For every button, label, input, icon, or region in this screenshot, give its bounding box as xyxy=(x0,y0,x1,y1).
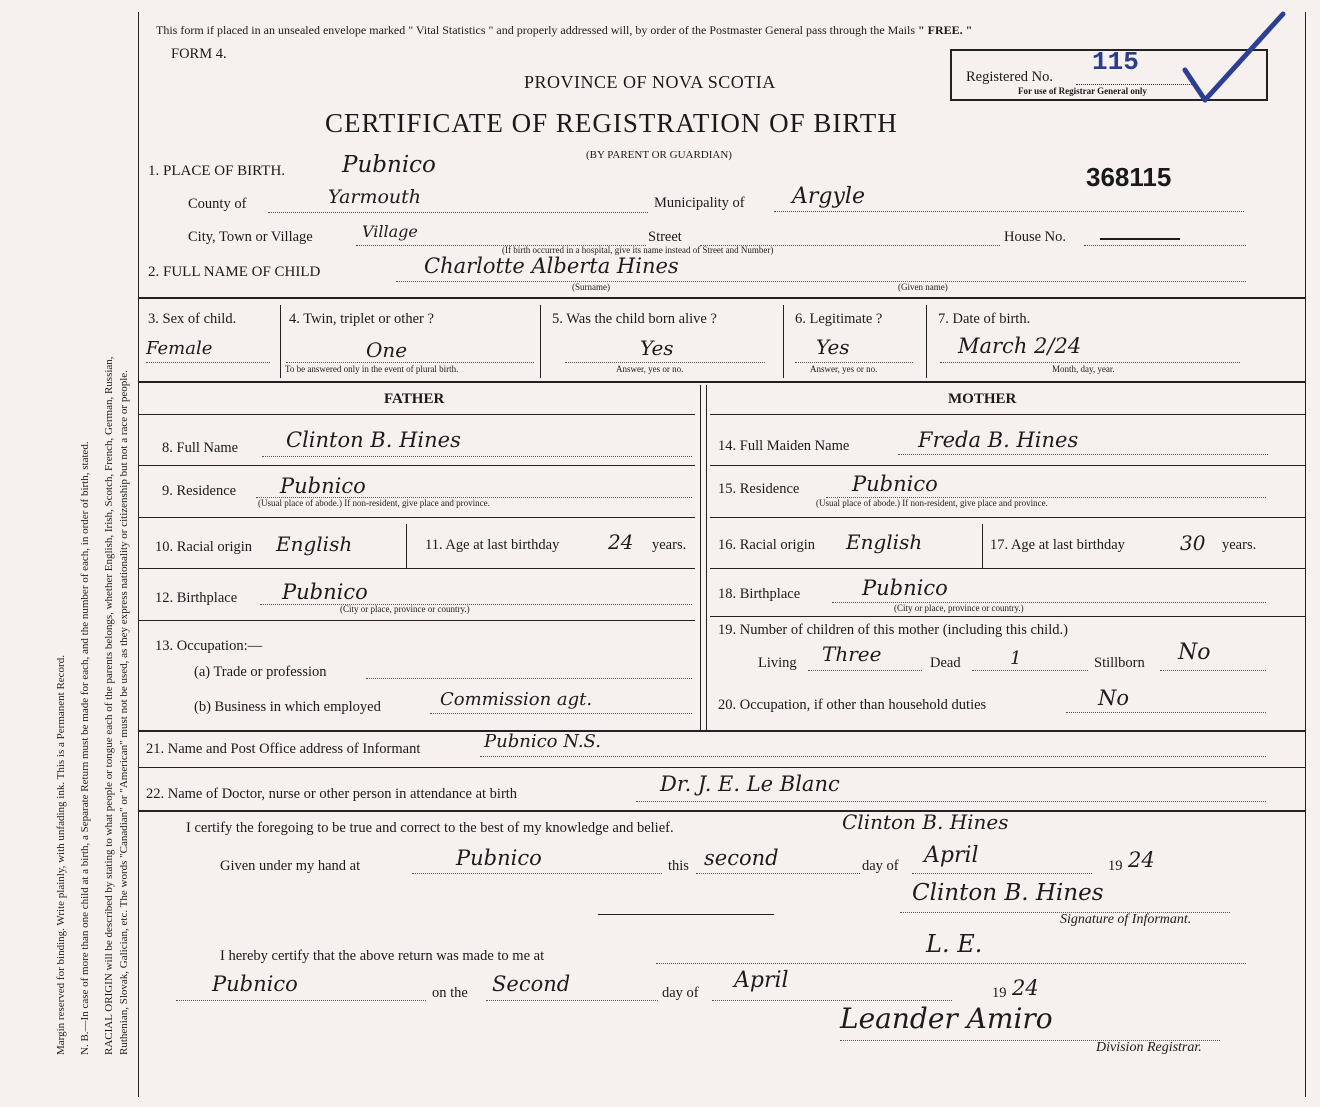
father-name-value: Clinton B. Hines xyxy=(286,428,461,452)
father-residence-rule xyxy=(139,517,695,518)
twin-label: 4. Twin, triplet or other ? xyxy=(289,311,434,327)
father-business-label: (b) Business in which employed xyxy=(194,699,381,715)
given-name-note: (Given name) xyxy=(898,282,948,292)
father-race-rule xyxy=(139,568,695,569)
margin-note-racial-origin: RACIAL ORIGIN will be described by stating to what people or tongue each of the parents belongs, whether English, Irish, Scotch, French, German, Russian, xyxy=(103,356,115,1055)
father-age-label: 11. Age at last birthday xyxy=(425,537,560,553)
place-of-birth-label: 1. PLACE OF BIRTH. xyxy=(148,163,286,179)
informant-signature-label: Signature of Informant. xyxy=(1060,912,1192,927)
child-name-line xyxy=(396,281,1246,282)
mother-heading-rule xyxy=(710,414,1306,415)
given-month-value: April xyxy=(924,843,979,868)
mother-race-divider xyxy=(982,524,983,568)
mother-dead-value: 1 xyxy=(1010,648,1022,669)
twin-value: One xyxy=(366,338,408,362)
doctor-value: Dr. J. E. Le Blanc xyxy=(660,772,840,796)
mother-name-label: 14. Full Maiden Name xyxy=(718,438,850,454)
parents-divider-a xyxy=(700,385,701,732)
mother-race-value: English xyxy=(846,530,923,554)
margin-note-canadian: Ruthenian, Slovak, Galician, etc. The words "Canadian" or "American" must not be used, as they express nationality or citizenship but not a race or people. xyxy=(118,370,130,1055)
father-occupation-label: 13. Occupation:— xyxy=(155,638,263,654)
sex-label: 3. Sex of child. xyxy=(148,311,237,327)
child-name-value: Charlotte Alberta Hines xyxy=(424,254,679,278)
street-label: Street xyxy=(648,229,682,245)
registrar-month-value: April xyxy=(734,968,789,993)
rule-row-bottom xyxy=(139,381,1306,383)
doctor-label: 22. Name of Doctor, nurse or other person in attendance at birth xyxy=(146,786,518,802)
certificate-number: 368115 xyxy=(1086,162,1172,192)
rule-parents-bottom xyxy=(139,730,1306,732)
mother-stillborn-line xyxy=(1160,670,1266,671)
legitimate-line xyxy=(795,362,913,363)
house-label: House No. xyxy=(1004,229,1067,245)
father-name-label: 8. Full Name xyxy=(162,440,239,456)
city-value: Village xyxy=(362,222,418,241)
surname-note: (Surname) xyxy=(572,282,610,292)
registrar-initials: L. E. xyxy=(926,930,983,958)
informant-label: 21. Name and Post Office address of Informant xyxy=(146,741,421,757)
registered-label: Registered No. xyxy=(966,69,1053,85)
father-business-line xyxy=(430,713,692,714)
father-heading-rule xyxy=(139,414,695,415)
county-value: Yarmouth xyxy=(328,186,422,208)
mother-living-line xyxy=(808,670,922,671)
legitimate-note: Answer, yes or no. xyxy=(810,364,878,374)
legitimate-label: 6. Legitimate ? xyxy=(795,311,883,327)
given-dayof-label: day of xyxy=(862,858,899,874)
father-residence-label: 9. Residence xyxy=(162,483,237,499)
registrar-signature: Leander Amiro xyxy=(840,1002,1053,1035)
mother-dead-label: Dead xyxy=(930,655,961,671)
mother-name-value: Freda B. Hines xyxy=(918,428,1079,452)
given-label: Given under my hand at xyxy=(220,858,361,874)
divider-4 xyxy=(926,305,927,378)
father-race-label: 10. Racial origin xyxy=(155,539,253,555)
registrar-place-value: Pubnico xyxy=(212,972,298,996)
dob-line xyxy=(940,362,1240,363)
checkmark-icon xyxy=(1175,8,1295,108)
father-birthplace-note: (City or place, province or country.) xyxy=(340,604,470,614)
father-birthplace-label: 12. Birthplace xyxy=(155,590,238,606)
municipality-value: Argyle xyxy=(792,184,865,209)
twin-line xyxy=(286,362,534,363)
margin-note-binding: Margin reserved for binding. Write plainly, with unfading ink. This is a Permanent Record. xyxy=(55,655,67,1055)
father-race-divider xyxy=(406,524,407,568)
informant-line xyxy=(480,756,1266,757)
alive-line xyxy=(565,362,765,363)
registrar-text: I hereby certify that the above return was made to me at xyxy=(220,948,545,964)
mother-residence-value: Pubnico xyxy=(852,472,938,496)
given-year-value: 24 xyxy=(1128,848,1155,872)
registrar-day-line xyxy=(486,1000,658,1001)
father-residence-note: (Usual place of abode.) If non-resident, give place and province. xyxy=(258,498,490,508)
registrar-day-value: Second xyxy=(492,972,571,996)
given-place-value: Pubnico xyxy=(456,846,542,870)
dob-label: 7. Date of birth. xyxy=(938,311,1031,327)
certificate-subtitle: (BY PARENT OR GUARDIAN) xyxy=(586,149,732,161)
given-day-line xyxy=(696,873,860,874)
mother-living-label: Living xyxy=(758,655,797,671)
street-note: (If birth occurred in a hospital, give its name instead of Street and Number) xyxy=(502,245,774,255)
county-label: County of xyxy=(188,196,247,212)
house-line xyxy=(1084,245,1246,246)
legitimate-value: Yes xyxy=(816,335,850,359)
mother-birthplace-value: Pubnico xyxy=(862,576,948,600)
registrar-at-line xyxy=(656,963,1246,964)
informant-signature: Clinton B. Hines xyxy=(912,880,1104,906)
father-heading: FATHER xyxy=(384,391,445,407)
mother-occupation-line xyxy=(1066,712,1266,713)
father-residence-value: Pubnico xyxy=(280,474,366,498)
postal-note xyxy=(156,23,972,38)
registered-value: 115 xyxy=(1092,47,1139,77)
mother-residence-note: (Usual place of abode.) If non-resident, give place and province. xyxy=(816,498,1048,508)
registrar-year-value: 24 xyxy=(1012,976,1039,1000)
divider-2 xyxy=(540,305,541,378)
divider-3 xyxy=(783,305,784,378)
registrar-month-line xyxy=(712,1000,952,1001)
certificate-title: CERTIFICATE OF REGISTRATION OF BIRTH xyxy=(325,108,898,138)
given-this-label: this xyxy=(668,858,689,874)
house-dash xyxy=(1100,238,1180,240)
mother-name-line xyxy=(898,454,1268,455)
mother-birthplace-note: (City or place, province or country.) xyxy=(894,603,1024,613)
short-divider xyxy=(598,914,774,915)
father-race-value: English xyxy=(276,532,353,556)
mother-dead-line xyxy=(972,670,1088,671)
postal-free: " FREE. " xyxy=(918,23,973,37)
divider-1 xyxy=(280,305,281,378)
father-business-value: Commission agt. xyxy=(440,689,593,710)
certify-text: I certify the foregoing to be true and correct to the best of my knowledge and belief. xyxy=(186,820,674,836)
alive-value: Yes xyxy=(640,336,674,360)
mother-residence-label: 15. Residence xyxy=(718,481,800,497)
mother-age-value: 30 xyxy=(1180,531,1206,555)
mother-occupation-label: 20. Occupation, if other than household duties xyxy=(718,697,987,713)
twin-note: To be answered only in the event of plural birth. xyxy=(285,364,459,374)
father-trade-label: (a) Trade or profession xyxy=(194,664,327,680)
alive-note: Answer, yes or no. xyxy=(616,364,684,374)
doctor-line xyxy=(636,801,1266,802)
rule-row-top xyxy=(139,297,1306,299)
mother-children-label: 19. Number of children of this mother (including this child.) xyxy=(718,622,1068,638)
registrar-dayof-label: day of xyxy=(662,985,699,1001)
county-line xyxy=(268,212,648,213)
registrar-onthe-label: on the xyxy=(432,985,468,1001)
parents-divider-b xyxy=(706,385,707,732)
mother-occupation-value: No xyxy=(1098,686,1130,710)
mother-heading: MOTHER xyxy=(948,391,1017,407)
registrar-signature-label: Division Registrar. xyxy=(1096,1040,1202,1055)
father-birthplace-rule xyxy=(139,620,695,621)
mother-race-label: 16. Racial origin xyxy=(718,537,816,553)
dob-value: March 2/24 xyxy=(958,334,1082,358)
father-age-unit: years. xyxy=(652,537,687,553)
registrar-year-prefix: 19 xyxy=(992,985,1007,1001)
father-birthplace-line xyxy=(260,604,692,605)
mother-name-rule xyxy=(710,465,1306,466)
father-birthplace-value: Pubnico xyxy=(282,580,368,604)
mother-stillborn-label: Stillborn xyxy=(1094,655,1145,671)
registrar-use-note: For use of Registrar General only xyxy=(1018,86,1147,96)
child-name-label: 2. FULL NAME OF CHILD xyxy=(148,264,321,280)
sex-value: Female xyxy=(146,338,213,359)
father-name-line xyxy=(262,456,692,457)
given-year-prefix: 19 xyxy=(1108,858,1123,874)
place-of-birth-value: Pubnico xyxy=(342,152,436,178)
municipality-line xyxy=(774,211,1244,212)
mother-residence-rule xyxy=(710,517,1306,518)
given-place-line xyxy=(412,873,662,874)
mother-stillborn-value: No xyxy=(1178,640,1211,665)
form-number: FORM 4. xyxy=(171,46,227,62)
municipality-label: Municipality of xyxy=(654,195,745,211)
mother-race-rule xyxy=(710,568,1306,569)
father-name-rule xyxy=(139,465,695,466)
certify-signer: Clinton B. Hines xyxy=(842,810,1009,834)
father-age-value: 24 xyxy=(608,530,634,554)
mother-age-label: 17. Age at last birthday xyxy=(990,537,1125,553)
given-day-value: second xyxy=(704,846,779,870)
postal-note-text: This form if placed in an unsealed envelope marked " Vital Statistics " and properly addressed will, by order of the Postmaster General pass through the Mails xyxy=(156,23,915,37)
rule-doctor xyxy=(139,810,1306,812)
mother-age-unit: years. xyxy=(1222,537,1257,553)
province-heading: PROVINCE OF NOVA SCOTIA xyxy=(524,72,776,92)
margin-note-separate-return: N. B.—In case of more than one child at a birth, a Separate Return must be made for each, and the number of each, in order of birth, stated. xyxy=(79,441,91,1055)
alive-label: 5. Was the child born alive ? xyxy=(552,311,717,327)
registrar-place-line xyxy=(176,1000,426,1001)
dob-note: Month, day, year. xyxy=(1052,364,1115,374)
city-label: City, Town or Village xyxy=(188,229,313,245)
given-month-line xyxy=(912,873,1092,874)
mother-living-value: Three xyxy=(822,642,882,666)
mother-birthplace-rule xyxy=(710,616,1306,617)
father-trade-line xyxy=(366,678,692,679)
sex-line xyxy=(146,362,270,363)
mother-birthplace-label: 18. Birthplace xyxy=(718,586,801,602)
rule-informant xyxy=(139,767,1306,768)
informant-value: Pubnico N.S. xyxy=(484,731,601,752)
